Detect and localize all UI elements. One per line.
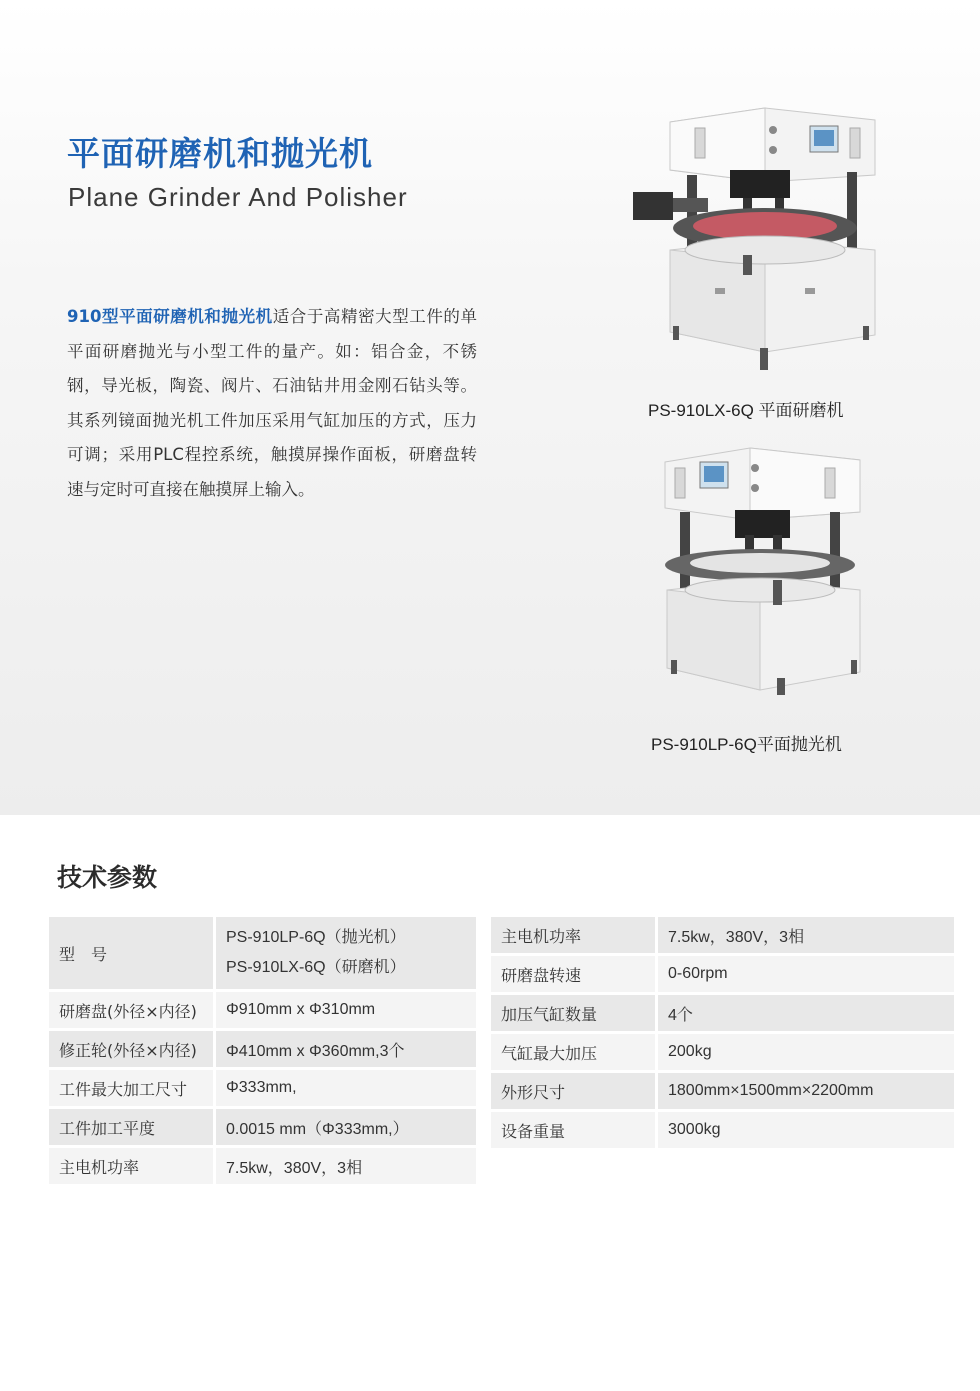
table-row — [491, 1034, 954, 1070]
spec-key: 研磨盘转速 — [491, 956, 658, 992]
spec-value: 7.5kw，380V，3相 — [658, 917, 954, 953]
spec-value-line: PS-910LP-6Q（抛光机） — [226, 929, 406, 946]
spec-key: 工件最大加工尺寸 — [49, 1070, 216, 1106]
table-row — [49, 992, 476, 1028]
spec-value: 0.0015 mm（Φ333mm,） — [216, 1109, 476, 1145]
grinder-machine-image — [625, 100, 885, 375]
spec-key: 外形尺寸 — [491, 1073, 658, 1109]
intro-paragraph — [67, 300, 477, 507]
spec-key: 研磨盘(外径×内径) — [49, 992, 216, 1028]
specs-title: 技术参数 — [57, 863, 158, 892]
spec-key: 加压气缸数量 — [491, 995, 658, 1031]
spec-value: 1800mm×1500mm×2200mm — [658, 1073, 954, 1109]
spec-value-line: PS-910LX-6Q（研磨机） — [226, 959, 406, 976]
table-row — [49, 1109, 476, 1145]
spec-key: 气缸最大加压 — [491, 1034, 658, 1070]
intro-text: 适合于高精密大型工件的单平面研磨抛光与小型工件的量产。如：铝合金，不锈钢，导光板，陶瓷、阀片、石油钻井用金刚石钻头等。其系列镜面抛光机工件加压采用气缸加压的方式，压力可调；采用PLC程控系统，触摸屏操作面板，研磨盘转速与定时可直接在触摸屏上输入。 — [67, 307, 477, 499]
spec-value: 3000kg — [658, 1112, 954, 1148]
spec-value: 200kg — [658, 1034, 954, 1070]
polisher-caption: PS-910LP-6Q平面抛光机 — [651, 735, 842, 754]
spec-key: 主电机功率 — [49, 1148, 216, 1184]
page-title: 平面研磨机和抛光机 — [67, 134, 373, 173]
table-row — [491, 917, 954, 953]
table-row — [49, 917, 476, 989]
page-subtitle: Plane Grinder And Polisher — [68, 182, 408, 212]
spec-key: 修正轮(外径×内径) — [49, 1031, 216, 1067]
spec-table-right — [491, 914, 954, 1151]
spec-value: Φ333mm, — [216, 1070, 476, 1106]
spec-value: 4个 — [658, 995, 954, 1031]
table-row — [491, 995, 954, 1031]
spec-value: 7.5kw，380V，3相 — [216, 1148, 476, 1184]
table-row — [491, 956, 954, 992]
table-row — [49, 1148, 476, 1184]
spec-key: 型 号 — [49, 917, 216, 989]
spec-value: Φ910mm x Φ310mm — [216, 992, 476, 1028]
spec-key: 主电机功率 — [491, 917, 658, 953]
table-row — [49, 1070, 476, 1106]
spec-key: 工件加工平度 — [49, 1109, 216, 1145]
intro-highlight: 910型平面研磨机和抛光机 — [67, 307, 273, 326]
table-row — [491, 1112, 954, 1148]
grinder-caption: PS-910LX-6Q 平面研磨机 — [648, 401, 844, 420]
spec-key: 设备重量 — [491, 1112, 658, 1148]
table-row — [49, 1031, 476, 1067]
spec-value — [216, 917, 476, 989]
table-row — [491, 1073, 954, 1109]
polisher-machine-image — [655, 440, 870, 695]
spec-table-left — [49, 914, 476, 1187]
spec-value: 0-60rpm — [658, 956, 954, 992]
spec-value: Φ410mm x Φ360mm,3个 — [216, 1031, 476, 1067]
